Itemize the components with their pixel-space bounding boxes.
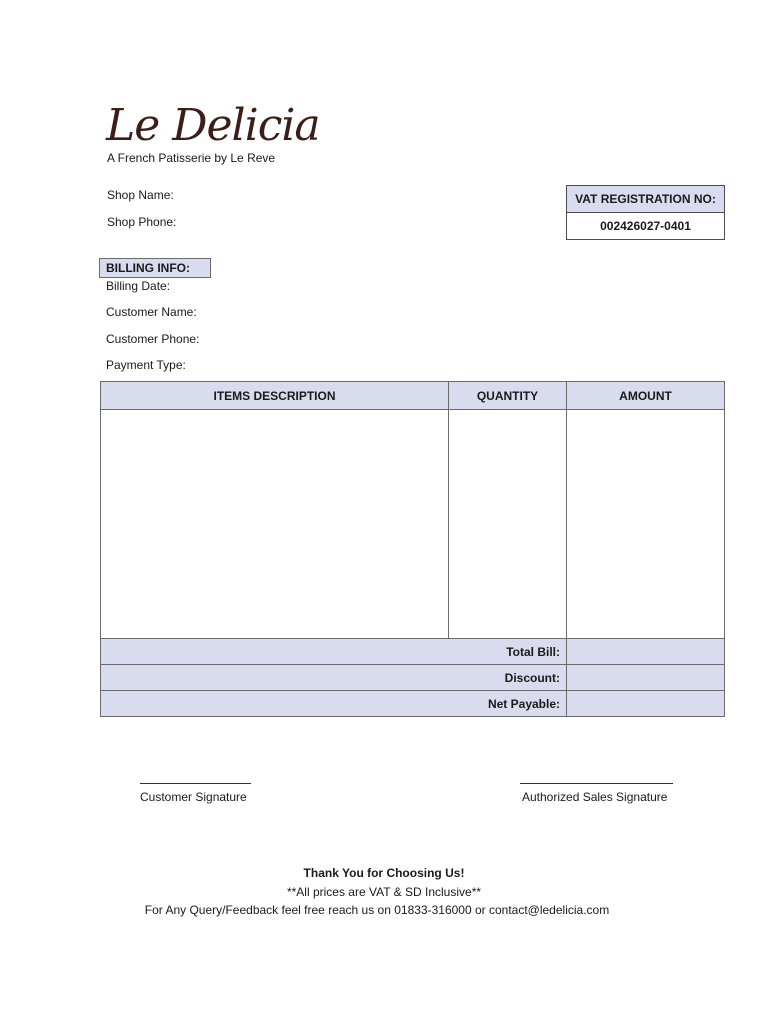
items-table bbox=[100, 381, 725, 717]
authorized-signature-label: Authorized Sales Signature bbox=[522, 790, 668, 804]
footer-thanks: Thank You for Choosing Us! bbox=[303, 866, 465, 880]
items-table-header-row bbox=[101, 382, 725, 410]
customer-signature-label: Customer Signature bbox=[140, 790, 247, 804]
payment-type-label: Payment Type: bbox=[106, 358, 186, 372]
logo-wordmark bbox=[104, 92, 320, 151]
vat-registration-box bbox=[566, 185, 725, 240]
billing-info-header: BILLING INFO: bbox=[99, 258, 211, 278]
total-bill-label: Total Bill: bbox=[101, 639, 567, 665]
billing-date-label: Billing Date: bbox=[106, 279, 171, 293]
tagline: A French Patisserie by Le Reve bbox=[107, 151, 276, 165]
column-header-amount: AMOUNT bbox=[567, 382, 725, 410]
customer-signature-line bbox=[140, 783, 251, 784]
authorized-signature-line bbox=[520, 783, 673, 784]
discount-row bbox=[101, 665, 725, 691]
items-quantity-cell bbox=[449, 410, 567, 639]
net-payable-value bbox=[567, 691, 725, 717]
net-payable-label: Net Payable: bbox=[101, 691, 567, 717]
customer-phone-label: Customer Phone: bbox=[106, 332, 200, 346]
discount-label: Discount: bbox=[101, 665, 567, 691]
net-payable-row bbox=[101, 691, 725, 717]
total-bill-value bbox=[567, 639, 725, 665]
vat-title: VAT REGISTRATION NO: bbox=[567, 186, 724, 213]
footer-contact: For Any Query/Feedback feel free reach us on 01833-316000 or contact@ledelicia.com bbox=[144, 903, 610, 917]
shop-phone-label: Shop Phone: bbox=[107, 215, 177, 229]
discount-value bbox=[567, 665, 725, 691]
items-amount-cell bbox=[567, 410, 725, 639]
shop-name-label: Shop Name: bbox=[107, 188, 174, 202]
items-description-cell bbox=[101, 410, 449, 639]
footer-vat-note: **All prices are VAT & SD Inclusive** bbox=[286, 885, 482, 899]
total-bill-row bbox=[101, 639, 725, 665]
items-body-row bbox=[101, 410, 725, 639]
brand-logo bbox=[104, 92, 320, 151]
customer-name-label: Customer Name: bbox=[106, 305, 197, 319]
column-header-description: ITEMS DESCRIPTION bbox=[101, 382, 449, 410]
column-header-quantity: QUANTITY bbox=[449, 382, 567, 410]
vat-number: 002426027-0401 bbox=[600, 219, 691, 233]
logo-text: Le Delicia bbox=[106, 100, 320, 151]
